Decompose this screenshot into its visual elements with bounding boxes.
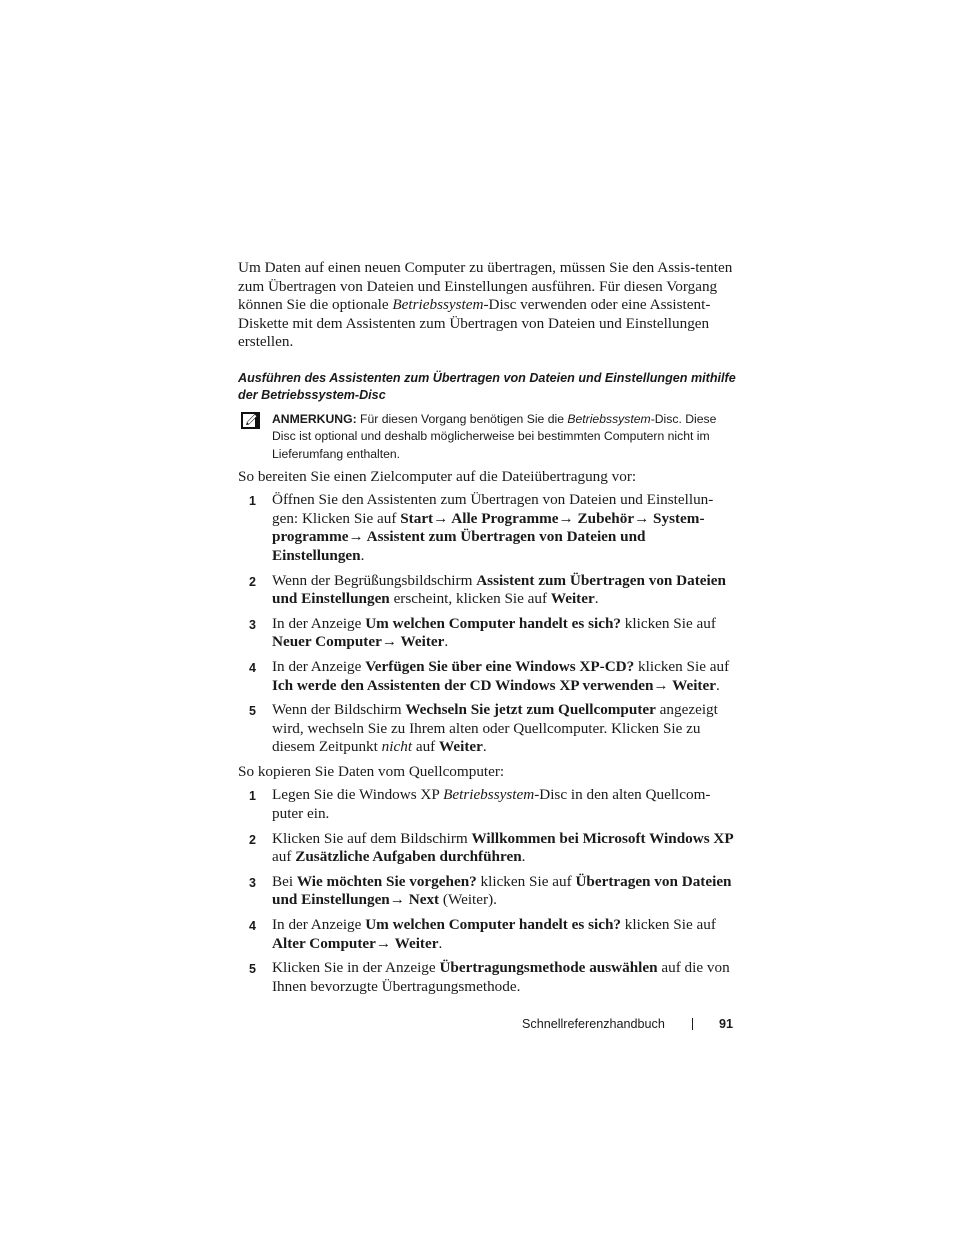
step-text: Öffnen Sie den Assistenten zum Übertragen von Dateien und Einstellun-gen: Klicken Sie auf	[272, 491, 714, 527]
step-bold: Weiter	[391, 934, 439, 952]
intro-paragraph	[238, 259, 738, 352]
list-item	[238, 786, 738, 823]
step-bold: Next	[404, 891, 440, 909]
list-item	[238, 873, 738, 910]
step-text: angezeigt wird, wechseln Sie zu Ihrem alten oder Quellcomputer. Klicken Sie zu diesem Zeitpunkt	[272, 701, 718, 756]
step-italic: nicht	[381, 738, 413, 756]
step-bold: Assistent zum Übertragen von Dateien und Einstellungen	[272, 571, 726, 608]
step-bold: Weiter	[397, 633, 445, 651]
target-steps	[238, 491, 738, 757]
step-bold: Assistent zum Übertragen von Dateien und Einstellungen	[272, 528, 646, 564]
step-bold: Start	[400, 509, 434, 527]
step-text: Bei	[272, 872, 297, 890]
step-bold: Wechseln Sie jetzt zum Quellcomputer	[405, 701, 656, 719]
step-text: Wenn der Begrüßungsbildschirm	[272, 571, 477, 589]
note-box	[238, 411, 738, 464]
step-number: 4	[249, 660, 256, 675]
step-number: 4	[249, 919, 256, 934]
step-bold: Um welchen Computer handelt es sich?	[365, 614, 621, 632]
step-text-end: .	[594, 590, 599, 608]
step-bold: Weiter	[668, 676, 716, 694]
step-text-end: .	[482, 738, 487, 756]
step-text: klicken Sie auf	[634, 657, 730, 675]
list-item	[238, 658, 738, 695]
section-heading: Ausführen des Assistenten zum Übertragen von Dateien und Einstellungen mithilfe der Betriebssystem-Disc	[238, 370, 736, 403]
step-text-end: .	[521, 848, 526, 866]
source-steps	[238, 786, 738, 996]
step-number: 5	[249, 962, 256, 977]
step-text-end: .	[438, 934, 443, 952]
arrow-icon: →	[433, 509, 449, 527]
step-bold: Übertragungsmethode auswählen	[439, 959, 658, 977]
step-bold: Weiter	[439, 738, 483, 756]
step-text: klicken Sie auf	[476, 872, 576, 890]
step-text: In der Anzeige	[272, 916, 366, 934]
page-content	[238, 259, 738, 1002]
note-text-end: -Disc. Diese Disc ist optional und deshalb möglicherweise bei bestimmten Computern nicht im Lieferumfang enthalten.	[272, 411, 717, 461]
list-item	[238, 916, 738, 953]
source-lead: So kopieren Sie Daten vom Quellcomputer:	[238, 762, 505, 780]
step-number: 1	[249, 494, 256, 509]
step-text: In der Anzeige	[272, 614, 366, 632]
list-item	[238, 959, 738, 996]
step-number: 3	[249, 617, 256, 632]
step-bold: Verfügen Sie über eine Windows XP-CD?	[365, 657, 635, 675]
list-item	[238, 491, 738, 565]
arrow-icon: →	[558, 509, 574, 527]
step-text: Klicken Sie auf dem Bildschirm	[272, 829, 472, 847]
step-bold: Zubehör	[573, 509, 635, 527]
step-text: erscheint, klicken Sie auf	[389, 590, 551, 608]
intro-italic: Betriebssystem	[392, 296, 484, 314]
step-text-end: auf die von Ihnen bevorzugte Übertragungsmethode.	[272, 959, 730, 995]
step-italic: Betriebssystem	[443, 786, 535, 804]
step-number: 2	[249, 832, 256, 847]
step-text: klicken Sie auf	[621, 614, 716, 632]
list-item	[238, 572, 738, 609]
step-text: auf	[412, 738, 440, 756]
target-lead: So bereiten Sie einen Zielcomputer auf die Dateiübertragung vor:	[238, 467, 637, 485]
step-bold: Übertragen von Dateien und Einstellungen	[272, 872, 732, 909]
list-item	[238, 830, 738, 867]
step-text: Wenn der Bildschirm	[272, 701, 406, 719]
intro-text-end: -Disc verwenden oder eine Assistent-Diskette mit dem Assistenten zum Übertragen von Dateien und Einstellungen erstellen.	[238, 296, 711, 351]
step-text-end: .	[715, 676, 720, 694]
step-text: klicken Sie auf	[621, 916, 716, 934]
step-text-end: .	[360, 546, 365, 564]
step-text-end: -Disc in den alten Quellcom-puter ein.	[272, 786, 711, 823]
step-text-end: (Weiter).	[439, 891, 497, 909]
step-bold: Ich werde den Assistenten der CD Windows XP verwenden	[272, 676, 654, 694]
note-italic: Betriebssystem	[567, 411, 651, 426]
step-text-end: .	[444, 633, 449, 651]
step-bold: Wie möchten Sie vorgehen?	[296, 872, 477, 890]
step-number: 2	[249, 574, 256, 589]
step-text: Klicken Sie in der Anzeige	[272, 959, 440, 977]
arrow-icon: →	[653, 676, 669, 694]
footer-title: Schnellreferenzhandbuch	[522, 1017, 665, 1031]
step-text: Legen Sie die Windows XP	[272, 786, 444, 804]
step-number: 3	[249, 875, 256, 890]
note-text: Für diesen Vorgang benötigen Sie die	[356, 411, 568, 426]
step-text: In der Anzeige	[272, 657, 366, 675]
step-bold: Weiter	[550, 590, 595, 608]
step-bold: Alle Programme	[448, 509, 559, 527]
step-number: 5	[249, 704, 256, 719]
arrow-icon: →	[381, 633, 397, 651]
step-bold: Um welchen Computer handelt es sich?	[365, 916, 621, 934]
step-bold: System-programme	[272, 509, 705, 546]
list-item	[238, 701, 738, 757]
page-number: 91	[719, 1017, 734, 1031]
intro-text: Um Daten auf einen neuen Computer zu übertragen, müssen Sie den Assis-tenten zum Übertragen von Dateien und Einstellungen ausführen. Für diesen Vorgang können Sie die optionale	[238, 259, 733, 314]
step-bold: Willkommen bei Microsoft Windows XP	[471, 829, 734, 847]
arrow-icon: →	[348, 528, 364, 546]
arrow-icon: →	[375, 934, 392, 952]
page-footer	[522, 1015, 734, 1033]
arrow-icon: →	[634, 509, 650, 527]
step-bold: Zusätzliche Aufgaben durchführen	[295, 848, 522, 866]
step-text: auf	[272, 848, 296, 866]
arrow-icon: →	[389, 891, 405, 909]
step-bold: Neuer Computer	[272, 633, 382, 651]
step-number: 1	[249, 789, 256, 804]
note-label: ANMERKUNG:	[272, 411, 357, 426]
list-item	[238, 615, 738, 652]
step-bold: Alter Computer	[272, 934, 376, 952]
note-pencil-icon	[241, 412, 260, 429]
footer-divider	[692, 1018, 693, 1030]
